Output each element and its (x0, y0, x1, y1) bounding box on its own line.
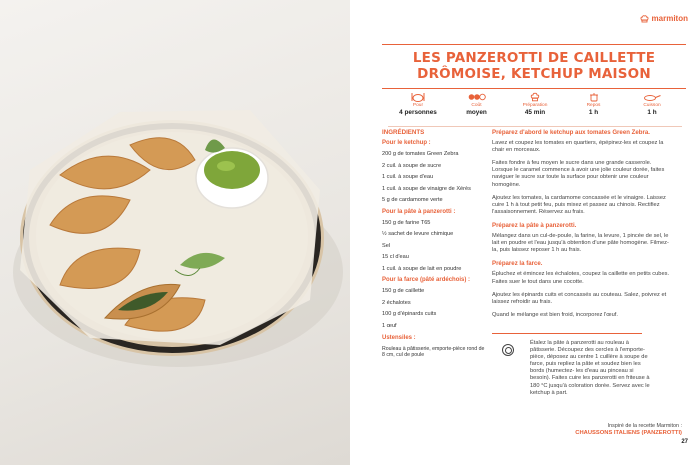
final-step-text: Étalez la pâte à panzerotti au rouleau à pâtisserie. Découpez des cercles à l'emporte-pièce, déposez au centre 1 cuillère à soupe de farce, puis repliez la pâte et soudez bien les bords (humectez- les d'eau au pinceau si besoin). Faites cuire les panzerotti en friteuse à 180 °C jusqu'à coloration dorée. Servez avec le ketchup à part. (530, 340, 650, 396)
ingredient-item: 1 cuil. à soupe d'eau (382, 174, 434, 180)
chef-hat-icon (640, 15, 649, 23)
ingredient-item: 100 g d'épinards cuits (382, 311, 437, 317)
meta-prep (507, 92, 563, 124)
ingredient-item: 150 g de farine T65 (382, 219, 431, 226)
title-rule-top (382, 44, 686, 45)
brand-logo (640, 14, 688, 23)
pan-icon (624, 92, 680, 103)
step-heading-farce: Préparez la farce. (492, 260, 543, 268)
ustensiles-heading: Ustensiles : (382, 334, 416, 341)
ingredient-item: 2 échalotes (382, 299, 411, 306)
meta-servings (390, 92, 446, 124)
ingredient-item: 200 g de tomates Green Zebra (382, 151, 459, 157)
meta-cost-label: Coût (471, 103, 482, 108)
ingredients-column (382, 129, 485, 359)
chef-hat-icon (507, 92, 563, 103)
meta-rest-value: 1 h (588, 109, 599, 116)
ingredient-item: ½ sachet de levure chimique (382, 231, 454, 237)
ingredient-item: 150 g de caillette (382, 288, 425, 294)
meta-divider (388, 126, 682, 127)
meta-prep-label: Préparation (522, 103, 548, 108)
page-number: 27 (681, 439, 688, 445)
brand-name: marmiton (651, 14, 688, 23)
inspiration-label: Inspiré de la recette Marmiton : (607, 423, 682, 429)
step-paragraph: Lavez et coupez les tomates en quartiers, épépinez-les et coupez la chair en morceaux. (492, 140, 664, 154)
ketchup-heading: Pour le ketchup : (382, 140, 431, 146)
meta-prep-value: 45 min (524, 109, 546, 116)
meta-servings-value: 4 personnes (399, 109, 437, 116)
step-paragraph: Quand le mélange est bien froid, incorporez l'œuf. (492, 311, 618, 318)
ingredients-heading: INGRÉDIENTS (382, 129, 425, 136)
meta-cook-value: 1 h (647, 109, 657, 116)
ingredient-item: 1 cuil. à soupe de vinaigre de Xérès (382, 185, 471, 192)
ingredient-item: 15 cl d'eau (382, 254, 409, 260)
step-paragraph: Mélangez dans un cul-de-poule, la farine, la levure, 1 pincée de sel, le lait en poudre et l'eau jusqu'à obtention d'une pâte homogène. Filmez-la, puis laissez reposer 1 h au frais. (492, 233, 669, 254)
inspiration-note (575, 423, 682, 437)
step-paragraph: Ajoutez les épinards cuits et concassés au couteau. Salez, poivrez et laissez refroidir au frais. (492, 291, 667, 305)
recipe-title-line-1: LES PANZEROTTI DE CAILLETTE (412, 50, 656, 66)
meta-cook-label: Cuisson (643, 103, 661, 108)
recipe-title (382, 50, 686, 82)
ingredient-item: 2 cuil. à soupe de sucre (382, 162, 442, 169)
farce-heading: Pour la farce (pâté ardéchois) : (382, 277, 471, 283)
ustensiles-block (382, 335, 485, 359)
ingredient-item: 1 œuf (382, 322, 397, 329)
ingredient-item: Sel (382, 242, 391, 249)
pot-icon (566, 92, 622, 103)
instructions-column (492, 129, 670, 325)
ingredient-item: 5 g de cardamome verte (382, 197, 443, 203)
ustensiles-text: Rouleau à pâtisserie, emporte-pièce rond de 8 cm, cul de poule (382, 345, 485, 359)
recipe-title-line-2: DRÔMOISE, KETCHUP MAISON (417, 66, 651, 82)
meta-cost-value: moyen (466, 109, 487, 116)
meta-servings-label: Pour (412, 103, 424, 108)
difficulty-icon (449, 92, 505, 103)
meta-cost (449, 92, 505, 124)
recipe-meta (390, 92, 680, 124)
meta-rest (566, 92, 622, 124)
final-step (492, 333, 650, 396)
step-paragraph: Épluchez et émincez les échalotes, coupez la caillette en petits cubes. Faites suer le tout dans une cocotte. (492, 271, 670, 285)
step-paragraph: Ajoutez les tomates, la cardamome concassée et le vinaigre. Laissez cuire 1 h à tout petit feu, puis mixez et passez au chinois. Rectifiez l'assaisonnement. Réservez au frais. (492, 194, 666, 215)
inspiration-source: CHAUSSONS ITALIENS (PANZEROTTI) (575, 430, 682, 436)
rolling-dough-icon (502, 344, 514, 356)
meta-rest-label: Repos (586, 103, 601, 108)
step-heading-pate: Préparez la pâte à panzerotti. (492, 221, 577, 229)
plate-icon (390, 92, 446, 103)
pate-heading: Pour la pâte à panzerotti : (382, 208, 456, 215)
title-rule-bottom (382, 88, 686, 89)
meta-cook (624, 92, 680, 124)
recipe-page (350, 0, 700, 465)
step-heading-ketchup: Préparez d'abord le ketchup aux tomates Green Zebra. (492, 129, 650, 136)
ingredient-item: 1 cuil. à soupe de lait en poudre (382, 265, 462, 272)
step-paragraph: Faites fondre à feu moyen le sucre dans une grande casserole. Lorsque le caramel commence à avoir une jolie couleur dorée, faites naviguer le sucre sur toute la surface pour obtenir une couleur homogène. (492, 160, 665, 188)
